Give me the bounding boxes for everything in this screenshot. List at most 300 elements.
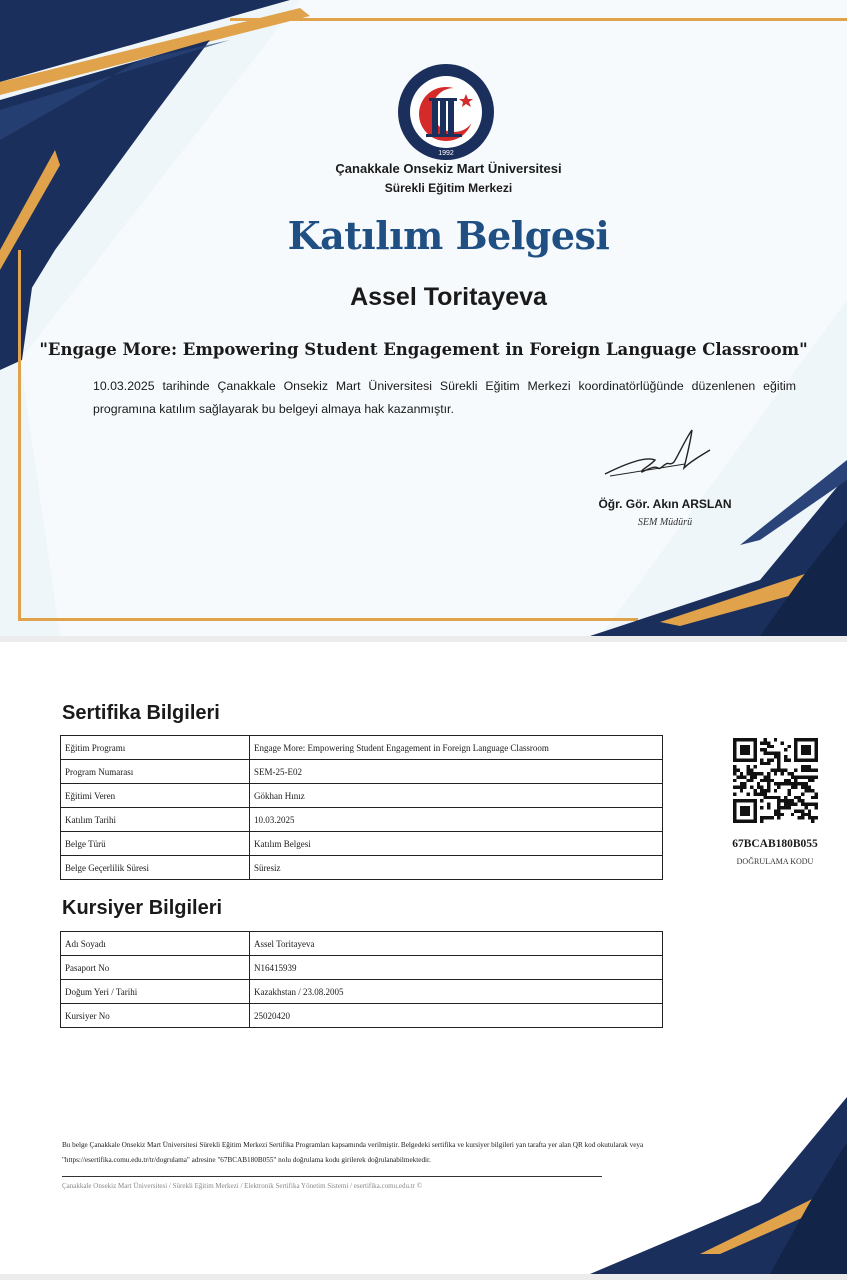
qr-module <box>740 752 743 755</box>
qr-module <box>808 813 811 816</box>
qr-module <box>736 786 739 789</box>
qr-module <box>804 738 807 741</box>
qr-module <box>784 769 787 772</box>
qr-module <box>760 789 763 792</box>
qr-module <box>801 748 804 751</box>
table-row <box>61 832 663 856</box>
certificate-title: Katılım Belgesi <box>287 213 610 258</box>
qr-module <box>808 789 811 792</box>
qr-module <box>753 809 756 812</box>
qr-module <box>753 792 756 795</box>
qr-module <box>764 775 767 778</box>
qr-module <box>777 755 780 758</box>
qr-module <box>757 792 760 795</box>
qr-module <box>770 758 773 761</box>
qr-module <box>808 745 811 748</box>
qr-module <box>733 809 736 812</box>
qr-module <box>787 779 790 782</box>
qr-module <box>760 786 763 789</box>
row-label: Eğitim Programı <box>61 736 250 760</box>
qr-module <box>815 775 818 778</box>
qr-module <box>764 752 767 755</box>
qr-module <box>801 769 804 772</box>
qr-module <box>794 755 797 758</box>
qr-module <box>740 820 743 823</box>
qr-module <box>804 752 807 755</box>
qr-module <box>747 769 750 772</box>
qr-module <box>736 738 739 741</box>
qr-module <box>784 758 787 761</box>
qr-module <box>740 775 743 778</box>
qr-module <box>764 789 767 792</box>
qr-module <box>794 786 797 789</box>
qr-module <box>798 775 801 778</box>
qr-module <box>760 799 763 802</box>
qr-module <box>747 792 750 795</box>
qr-module <box>794 748 797 751</box>
qr-module <box>804 769 807 772</box>
row-value: Süresiz <box>250 856 663 880</box>
verification-code: 67BCAB180B055 <box>732 838 818 850</box>
qr-module <box>764 762 767 765</box>
qr-module <box>784 806 787 809</box>
qr-module <box>764 792 767 795</box>
qr-module <box>760 779 763 782</box>
qr-module <box>750 786 753 789</box>
qr-module <box>747 765 750 768</box>
qr-module <box>764 741 767 744</box>
qr-module <box>740 772 743 775</box>
qr-module <box>815 745 818 748</box>
row-label: Adı Soyadı <box>61 932 250 956</box>
qr-module <box>747 738 750 741</box>
qr-module <box>774 789 777 792</box>
qr-module <box>777 765 780 768</box>
qr-module <box>777 769 780 772</box>
qr-module <box>767 796 770 799</box>
qr-module <box>801 765 804 768</box>
qr-module <box>747 813 750 816</box>
qr-module <box>808 816 811 819</box>
qr-module <box>784 782 787 785</box>
qr-module <box>808 786 811 789</box>
qr-module <box>747 752 750 755</box>
qr-module <box>781 741 784 744</box>
qr-module <box>743 745 746 748</box>
qr-module <box>777 806 780 809</box>
qr-module <box>787 789 790 792</box>
qr-module <box>764 779 767 782</box>
verification-label: DOĞRULAMA KODU <box>736 857 814 866</box>
qr-module <box>801 782 804 785</box>
qr-module <box>808 775 811 778</box>
qr-module <box>750 772 753 775</box>
qr-module <box>733 803 736 806</box>
qr-module <box>794 796 797 799</box>
qr-module <box>733 816 736 819</box>
qr-module <box>804 748 807 751</box>
qr-module <box>733 813 736 816</box>
qr-module <box>787 782 790 785</box>
qr-module <box>733 738 736 741</box>
table-row <box>61 956 663 980</box>
qr-module <box>784 799 787 802</box>
table-row <box>61 808 663 832</box>
qr-module <box>787 758 790 761</box>
qr-module <box>750 799 753 802</box>
qr-module <box>801 752 804 755</box>
qr-module <box>770 779 773 782</box>
qr-module <box>743 738 746 741</box>
row-value: 10.03.2025 <box>250 808 663 832</box>
qr-module <box>767 806 770 809</box>
qr-module <box>740 786 743 789</box>
qr-module <box>801 792 804 795</box>
row-value: N16415939 <box>250 956 663 980</box>
qr-module <box>774 796 777 799</box>
qr-module <box>753 813 756 816</box>
qr-module <box>808 738 811 741</box>
qr-module <box>808 752 811 755</box>
qr-module <box>733 779 736 782</box>
qr-module <box>801 738 804 741</box>
row-value: Kazakhstan / 23.08.2005 <box>250 980 663 1004</box>
qr-module <box>750 820 753 823</box>
qr-module <box>804 806 807 809</box>
qr-module <box>777 799 780 802</box>
qr-module <box>791 813 794 816</box>
qr-module <box>733 792 736 795</box>
qr-module <box>791 782 794 785</box>
table-row <box>61 760 663 784</box>
qr-module <box>777 803 780 806</box>
qr-module <box>808 748 811 751</box>
qr-module <box>760 741 763 744</box>
qr-module <box>767 782 770 785</box>
qr-module <box>811 775 814 778</box>
cert-info-table <box>60 735 663 880</box>
qr-module <box>740 738 743 741</box>
qr-module <box>764 748 767 751</box>
qr-module <box>784 748 787 751</box>
qr-module <box>774 772 777 775</box>
table-row <box>61 856 663 880</box>
qr-module <box>774 769 777 772</box>
qr-module <box>794 779 797 782</box>
qr-module <box>791 775 794 778</box>
qr-module <box>767 741 770 744</box>
qr-module <box>811 738 814 741</box>
qr-module <box>770 769 773 772</box>
qr-module <box>753 799 756 802</box>
qr-module <box>804 758 807 761</box>
qr-module <box>740 809 743 812</box>
qr-module <box>798 816 801 819</box>
qr-module <box>794 741 797 744</box>
qr-module <box>770 796 773 799</box>
qr-module <box>733 755 736 758</box>
qr-module <box>794 738 797 741</box>
qr-module <box>770 745 773 748</box>
qr-module <box>787 745 790 748</box>
qr-module <box>740 758 743 761</box>
qr-module <box>733 799 736 802</box>
qr-module <box>764 738 767 741</box>
qr-module <box>736 820 739 823</box>
qr-module <box>733 745 736 748</box>
qr-module <box>811 803 814 806</box>
qr-module <box>784 755 787 758</box>
qr-module <box>784 796 787 799</box>
qr-module <box>760 758 763 761</box>
qr-module <box>815 796 818 799</box>
qr-module <box>757 782 760 785</box>
signatory-role: SEM Müdürü <box>637 517 693 528</box>
qr-module <box>760 762 763 765</box>
qr-module <box>747 748 750 751</box>
qr-module <box>743 775 746 778</box>
row-label: Belge Geçerlilik Süresi <box>61 856 250 880</box>
qr-module <box>747 820 750 823</box>
qr-module <box>740 745 743 748</box>
row-label: Katılım Tarihi <box>61 808 250 832</box>
qr-module <box>753 752 756 755</box>
qr-module <box>740 789 743 792</box>
qr-module <box>733 820 736 823</box>
qr-module <box>736 799 739 802</box>
qr-module <box>798 738 801 741</box>
student-info-table <box>60 931 663 1028</box>
qr-module <box>777 752 780 755</box>
qr-module <box>804 786 807 789</box>
qr-module <box>740 806 743 809</box>
row-value: 25020420 <box>250 1004 663 1028</box>
qr-module <box>777 796 780 799</box>
qr-module <box>767 816 770 819</box>
info-page <box>0 642 847 1274</box>
qr-module <box>747 806 750 809</box>
qr-module <box>747 809 750 812</box>
certificate-page <box>0 0 847 636</box>
qr-module <box>767 745 770 748</box>
qr-module <box>801 775 804 778</box>
qr-module <box>777 782 780 785</box>
qr-module <box>767 775 770 778</box>
qr-module <box>798 796 801 799</box>
qr-module <box>787 799 790 802</box>
qr-module <box>784 779 787 782</box>
qr-module <box>781 806 784 809</box>
footer-divider <box>62 1176 602 1177</box>
table-row <box>61 980 663 1004</box>
row-value: Gökhan Hınız <box>250 784 663 808</box>
qr-module <box>767 758 770 761</box>
qr-module <box>808 803 811 806</box>
qr-module <box>747 799 750 802</box>
qr-module <box>767 803 770 806</box>
qr-module <box>733 772 736 775</box>
qr-module <box>740 782 743 785</box>
qr-module <box>815 741 818 744</box>
qr-module <box>760 748 763 751</box>
qr-module <box>777 813 780 816</box>
qr-module <box>760 792 763 795</box>
qr-module <box>791 799 794 802</box>
program-title: "Engage More: Empowering Student Engagement in Foreign Language Classroom" <box>39 340 808 359</box>
row-label: Eğitimi Veren <box>61 784 250 808</box>
university-logo <box>396 62 496 162</box>
qr-module <box>811 789 814 792</box>
qr-module <box>815 738 818 741</box>
qr-module <box>750 779 753 782</box>
qr-module <box>804 789 807 792</box>
qr-module <box>798 809 801 812</box>
qr-module <box>743 799 746 802</box>
qr-module <box>750 769 753 772</box>
qr-module <box>794 745 797 748</box>
qr-module <box>774 813 777 816</box>
table-row <box>61 736 663 760</box>
qr-module <box>733 758 736 761</box>
qr-module <box>753 772 756 775</box>
qr-module <box>815 758 818 761</box>
qr-module <box>798 758 801 761</box>
qr-module <box>815 792 818 795</box>
qr-module <box>808 769 811 772</box>
table-row <box>61 784 663 808</box>
qr-module <box>743 809 746 812</box>
qr-module <box>801 758 804 761</box>
row-label: Program Numarası <box>61 760 250 784</box>
qr-module <box>815 755 818 758</box>
qr-module <box>811 796 814 799</box>
qr-module <box>750 738 753 741</box>
qr-module <box>750 758 753 761</box>
qr-module <box>811 758 814 761</box>
qr-module <box>777 809 780 812</box>
row-label: Belge Türü <box>61 832 250 856</box>
qr-module <box>757 772 760 775</box>
footnote: Bu belge Çanakkale Onsekiz Mart Üniversitesi Sürekli Eğitim Merkezi Sertifika Programları kapsamında verilmiştir. Belgedeki sertifika ve kursiyer bilgileri yan tarafta yer alan QR kod okutularak veya "https://esertifika.comu.edu.tr/tr/dogrulama" adresine "67BCAB180B055" nolu doğrulama kodu girilerek doğrulanabilmektedir. <box>62 1141 644 1164</box>
qr-module <box>815 748 818 751</box>
qr-module <box>794 769 797 772</box>
qr-module <box>733 786 736 789</box>
qr-module <box>787 803 790 806</box>
qr-module <box>764 796 767 799</box>
qr-module <box>781 772 784 775</box>
qr-module <box>781 769 784 772</box>
signatory-name: Öğr. Gör. Akın ARSLAN <box>598 497 732 511</box>
qr-module <box>753 748 756 751</box>
qr-module <box>753 816 756 819</box>
footer-text: Çanakkale Onsekiz Mart Üniversitesi / Sürekli Eğitim Merkezi / Elektronik Sertifika Yönetim Sistemi / esertifika.comu.edu.tr © <box>62 1182 423 1190</box>
qr-module <box>804 813 807 816</box>
qr-module <box>774 755 777 758</box>
qr-module <box>794 775 797 778</box>
center-name: Sürekli Eğitim Merkezi <box>384 181 513 195</box>
qr-module <box>808 758 811 761</box>
qr-module <box>804 745 807 748</box>
qr-module <box>767 789 770 792</box>
qr-module <box>811 779 814 782</box>
row-label: Pasaport No <box>61 956 250 980</box>
qr-module <box>798 799 801 802</box>
qr-module <box>801 816 804 819</box>
qr-module <box>794 752 797 755</box>
qr-module <box>801 799 804 802</box>
qr-module <box>808 765 811 768</box>
qr-module <box>753 745 756 748</box>
qr-module <box>743 820 746 823</box>
qr-module <box>743 786 746 789</box>
qr-module <box>804 782 807 785</box>
qr-module <box>801 809 804 812</box>
row-value: Engage More: Empowering Student Engagement in Foreign Language Classroom <box>250 736 663 760</box>
qr-module <box>743 748 746 751</box>
qr-module <box>760 820 763 823</box>
qr-module <box>767 786 770 789</box>
qr-module <box>794 809 797 812</box>
qr-module <box>743 752 746 755</box>
qr-module <box>777 758 780 761</box>
qr-module <box>767 772 770 775</box>
qr-module <box>736 775 739 778</box>
table-row <box>61 1004 663 1028</box>
qr-module <box>747 745 750 748</box>
qr-module <box>791 772 794 775</box>
qr-module <box>760 816 763 819</box>
qr-module <box>743 782 746 785</box>
qr-module <box>801 813 804 816</box>
qr-module <box>801 745 804 748</box>
qr-module <box>753 820 756 823</box>
qr-module <box>794 758 797 761</box>
qr-module <box>770 816 773 819</box>
student-info-heading: Kursiyer Bilgileri <box>62 897 223 919</box>
row-value: Katılım Belgesi <box>250 832 663 856</box>
qr-module <box>804 775 807 778</box>
qr-module <box>811 816 814 819</box>
qr-module <box>815 806 818 809</box>
qr-module <box>794 782 797 785</box>
qr-module <box>733 806 736 809</box>
qr-module <box>736 758 739 761</box>
qr-module <box>767 762 770 765</box>
qr-code[interactable] <box>733 738 818 823</box>
university-name: Çanakkale Onsekiz Mart Üniversitesi <box>335 161 562 176</box>
qr-module <box>764 816 767 819</box>
qr-module <box>781 813 784 816</box>
row-value: SEM-25-E02 <box>250 760 663 784</box>
qr-module <box>770 752 773 755</box>
qr-module <box>815 752 818 755</box>
qr-module <box>760 772 763 775</box>
qr-module <box>733 741 736 744</box>
qr-module <box>774 809 777 812</box>
qr-module <box>750 775 753 778</box>
qr-module <box>733 769 736 772</box>
qr-module <box>733 765 736 768</box>
qr-module <box>740 748 743 751</box>
row-value: Assel Toritayeva <box>250 932 663 956</box>
qr-module <box>787 792 790 795</box>
qr-module <box>774 752 777 755</box>
qr-module <box>747 758 750 761</box>
qr-module <box>815 803 818 806</box>
qr-module <box>753 758 756 761</box>
qr-module <box>774 738 777 741</box>
qr-module <box>784 803 787 806</box>
